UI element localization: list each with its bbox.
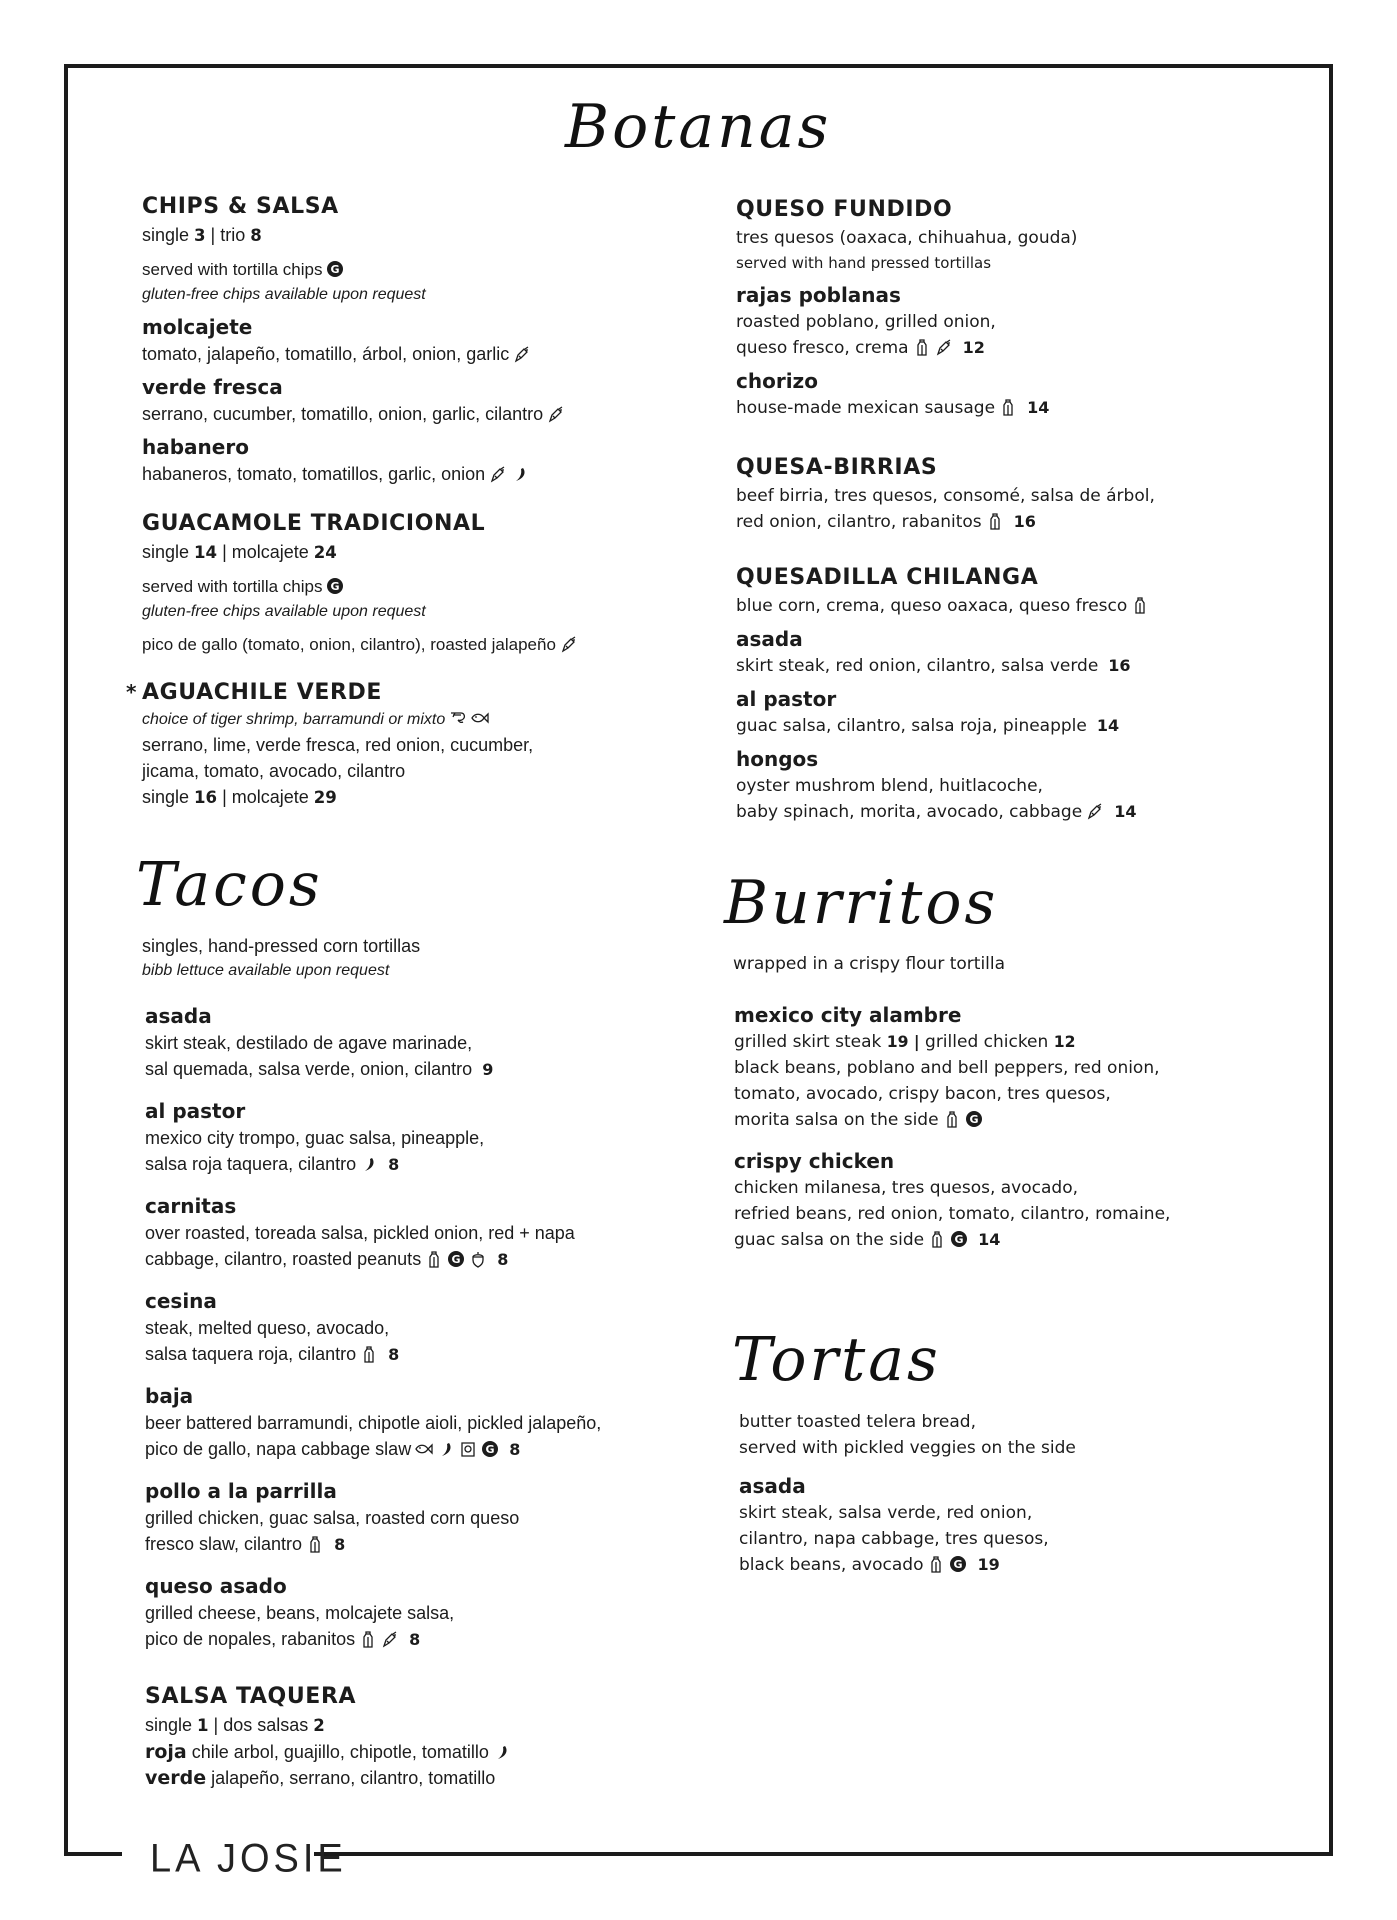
item-description	[142, 758, 702, 784]
item-description	[734, 1055, 1274, 1081]
fish-icon	[471, 709, 489, 727]
item-description	[145, 1600, 705, 1626]
line-text: SALSA TAQUERA	[145, 1684, 357, 1709]
menu-item	[145, 1382, 705, 1463]
item-description	[734, 1227, 1274, 1253]
line-text: al pastor	[736, 687, 837, 711]
quesadilla-chilanga-section	[736, 563, 1276, 825]
line-text: | dos salsas	[208, 1715, 314, 1735]
line-text: beer battered barramundi, chipotle aioli, pickled jalapeño,	[145, 1413, 602, 1433]
line-text: chicken milanesa, tres quesos, avocado,	[734, 1178, 1078, 1198]
item-description	[145, 1220, 705, 1246]
item-name: asada	[145, 1004, 212, 1028]
item-description	[142, 341, 702, 367]
menu-item	[145, 1097, 705, 1178]
item-name	[142, 373, 702, 401]
item-description	[736, 593, 1276, 619]
vegetarian-icon	[547, 405, 565, 423]
line-text: served with tortilla chips	[142, 577, 323, 596]
asterisk-marker: *	[126, 680, 137, 704]
line-text: skirt steak, red onion, cilantro, salsa verde	[736, 656, 1099, 676]
shrimp-icon	[449, 709, 467, 727]
line-text: molcajete	[142, 315, 253, 339]
line-text: guac salsa, cilantro, salsa roja, pineapple	[736, 716, 1087, 736]
line-text: singles, hand-pressed corn tortillas	[142, 936, 421, 956]
line-text: baby spinach, morita, avocado, cabbage	[736, 802, 1083, 822]
item-description	[145, 1739, 705, 1765]
svg-text:G: G	[485, 1443, 495, 1456]
line-text: fresco slaw, cilantro	[145, 1534, 303, 1554]
item-price: 8	[409, 1630, 421, 1649]
line-text: house-made mexican sausage	[736, 398, 996, 418]
item-name	[736, 281, 1276, 309]
burritos-intro	[733, 951, 1273, 977]
price-value: 24	[313, 543, 337, 562]
line-text: sal quemada, salsa verde, onion, cilantro	[145, 1059, 473, 1079]
note-text	[142, 574, 702, 600]
item-description	[145, 1436, 705, 1463]
item-price: 14	[1114, 802, 1137, 821]
item-description	[736, 225, 1276, 251]
item-description	[142, 401, 702, 427]
svg-text:G: G	[969, 1113, 979, 1126]
item-description	[734, 1175, 1274, 1201]
item-name	[736, 625, 1276, 653]
line-text: cabbage, cilantro, roasted peanuts	[145, 1249, 422, 1269]
item-name: mexico city alambre	[734, 1003, 962, 1027]
line-text: queso fresco, crema	[736, 338, 909, 358]
item-description	[145, 1125, 705, 1151]
svg-text:G: G	[954, 1233, 964, 1246]
section-heading	[736, 195, 1276, 225]
menu-item	[145, 1477, 705, 1558]
item-name: asada	[739, 1474, 806, 1498]
item-name	[142, 313, 702, 341]
menu-item	[739, 1472, 1279, 1578]
item-description	[736, 483, 1276, 509]
line-text: salsa roja taquera, cilantro	[145, 1154, 357, 1174]
svg-text:G: G	[330, 263, 340, 276]
svg-text:G: G	[330, 580, 340, 593]
item-description	[145, 1315, 705, 1341]
gluten-free-icon	[326, 577, 344, 595]
price-value: 12	[1053, 1032, 1076, 1051]
salsa-name: verde	[145, 1767, 207, 1789]
price-value: 3	[194, 226, 206, 245]
item-name: cesina	[145, 1289, 217, 1313]
price-value: 2	[313, 1716, 325, 1735]
dairy-icon	[306, 1535, 324, 1553]
vegetarian-icon	[935, 338, 953, 356]
item-description	[739, 1409, 1279, 1435]
fish-icon	[415, 1440, 433, 1458]
italic-note	[142, 708, 702, 732]
dairy-icon	[1131, 596, 1149, 614]
item-description	[142, 461, 702, 487]
line-text: | molcajete	[217, 787, 314, 807]
menu-item	[145, 1002, 705, 1083]
vegetarian-icon	[560, 635, 578, 653]
vegetarian-icon	[489, 465, 507, 483]
item-description	[736, 713, 1276, 739]
item-name: baja	[145, 1384, 194, 1408]
vegetarian-icon	[513, 345, 531, 363]
item-description	[145, 1246, 705, 1273]
section-heading	[736, 453, 1276, 483]
item-description	[142, 732, 702, 758]
item-description	[734, 1029, 1274, 1055]
line-text: choice of tiger shrimp, barramundi or mixto	[142, 711, 446, 728]
dairy-icon	[928, 1230, 946, 1248]
spicy-icon	[437, 1440, 455, 1458]
section-title-tacos: Tacos	[136, 850, 323, 920]
line-text: tomato, avocado, crispy bacon, tres quesos,	[734, 1084, 1111, 1104]
line-text: cilantro, napa cabbage, tres quesos,	[739, 1529, 1049, 1549]
line-text: | trio	[205, 225, 251, 245]
line-text: serrano, lime, verde fresca, red onion, cucumber,	[142, 735, 534, 755]
line-text: jicama, tomato, avocado, cilantro	[142, 761, 406, 781]
dairy-icon	[927, 1555, 945, 1573]
spicy-icon	[511, 465, 529, 483]
item-description	[736, 653, 1276, 679]
price-value: 1	[197, 1716, 209, 1735]
item-price: 14	[978, 1230, 1001, 1249]
line-text: single	[145, 1715, 198, 1735]
item-name: pollo a la parrilla	[145, 1479, 337, 1503]
item-description	[145, 1505, 705, 1531]
small-note	[736, 251, 1276, 275]
item-description	[145, 1531, 705, 1558]
item-description	[145, 1712, 705, 1739]
chips-and-salsa-section	[142, 192, 702, 487]
line-text: grilled chicken	[919, 1032, 1054, 1052]
dairy-icon	[913, 338, 931, 356]
line-text: blue corn, crema, queso oaxaca, queso fresco	[736, 596, 1128, 616]
line-text: QUESA-BIRRIAS	[736, 455, 938, 480]
line-text: grilled cheese, beans, molcajete salsa,	[145, 1603, 455, 1623]
item-name: crispy chicken	[734, 1149, 895, 1173]
item-price: 8	[509, 1440, 521, 1459]
section-heading	[145, 1682, 705, 1712]
item-name: carnitas	[145, 1194, 237, 1218]
line-text: chile arbol, guajillo, chipotle, tomatillo	[186, 1742, 489, 1762]
dairy-icon	[943, 1110, 961, 1128]
line-text: mexico city trompo, guac salsa, pineapple,	[145, 1128, 485, 1148]
restaurant-logo: LA JOSIE	[150, 1836, 347, 1882]
section-heading	[736, 563, 1276, 593]
svg-text:G: G	[953, 1558, 963, 1571]
line-text: jalapeño, serrano, cilantro, tomatillo	[206, 1768, 496, 1788]
dairy-icon	[986, 512, 1004, 530]
line-text: pico de nopales, rabanitos	[145, 1629, 356, 1649]
tacos-intro	[142, 933, 702, 983]
item-description	[142, 784, 702, 811]
item-description	[142, 539, 702, 566]
price-value: 16	[194, 788, 218, 807]
egg-icon	[459, 1440, 477, 1458]
line-text: QUESO FUNDIDO	[736, 197, 953, 222]
line-text: hongos	[736, 747, 819, 771]
item-description	[733, 951, 1273, 977]
item-description	[145, 1341, 705, 1368]
item-price: 8	[388, 1345, 400, 1364]
line-text: skirt steak, salsa verde, red onion,	[739, 1503, 1033, 1523]
item-description	[145, 1030, 705, 1056]
menu-item	[145, 1572, 705, 1653]
line-text: QUESADILLA CHILANGA	[736, 565, 1039, 590]
tortas-items	[739, 1472, 1279, 1578]
menu-item	[145, 1287, 705, 1368]
section-title-tortas: Tortas	[732, 1325, 941, 1395]
section-heading	[142, 678, 702, 708]
line-text: habanero	[142, 435, 249, 459]
line-text: chorizo	[736, 369, 818, 393]
item-description	[734, 1081, 1274, 1107]
price-value: 8	[250, 226, 262, 245]
line-text: served with pickled veggies on the side	[739, 1438, 1076, 1458]
line-text: morita salsa on the side	[734, 1110, 939, 1130]
item-description	[736, 335, 1276, 361]
line-text: beef birria, tres quesos, consomé, salsa de árbol,	[736, 486, 1155, 506]
italic-note	[142, 283, 702, 307]
gluten-free-icon	[965, 1110, 983, 1128]
line-text: GUACAMOLE TRADICIONAL	[142, 511, 486, 536]
line-text: pico de gallo (tomato, onion, cilantro), roasted jalapeño	[142, 635, 556, 654]
vegetarian-icon	[1086, 802, 1104, 820]
line-text: pico de gallo, napa cabbage slaw	[145, 1439, 412, 1459]
line-text: tres quesos (oaxaca, chihuahua, gouda)	[736, 228, 1078, 248]
line-text: bibb lettuce available upon request	[142, 962, 390, 979]
item-description	[739, 1526, 1279, 1552]
line-text: | molcajete	[217, 542, 314, 562]
item-description	[739, 1552, 1279, 1578]
tacos-items	[145, 1002, 705, 1653]
note-text	[142, 632, 702, 658]
line-text: single	[142, 542, 195, 562]
price-value: 29	[313, 788, 337, 807]
item-price: 14	[1027, 398, 1050, 417]
line-text: gluten-free chips available upon request	[142, 603, 426, 620]
svg-text:G: G	[451, 1253, 461, 1266]
line-text: grilled chicken, guac salsa, roasted corn queso	[145, 1508, 520, 1528]
section-heading	[142, 509, 702, 539]
item-description	[736, 799, 1276, 825]
aguachile-section	[126, 678, 702, 811]
line-text: single	[142, 225, 195, 245]
queso-fundido-section	[736, 195, 1276, 421]
line-text: salsa taquera roja, cilantro	[145, 1344, 357, 1364]
item-description	[736, 509, 1276, 535]
line-text: asada	[736, 627, 803, 651]
note-text	[142, 257, 702, 283]
line-text: wrapped in a crispy flour tortilla	[733, 954, 1006, 974]
salsa-name: roja	[145, 1741, 187, 1763]
item-price: 19	[977, 1555, 1000, 1574]
line-text: butter toasted telera bread,	[739, 1412, 977, 1432]
item-description	[145, 1626, 705, 1653]
guacamole-section	[142, 509, 702, 658]
item-price: 8	[388, 1155, 400, 1174]
line-text: roasted poblano, grilled onion,	[736, 312, 996, 332]
item-price: 9	[482, 1060, 494, 1079]
gluten-free-icon	[950, 1230, 968, 1248]
gluten-free-icon	[949, 1555, 967, 1573]
item-description	[736, 309, 1276, 335]
item-description	[142, 222, 702, 249]
menu-item	[734, 1001, 1274, 1133]
item-price: 8	[334, 1535, 346, 1554]
line-text: guac salsa on the side	[734, 1230, 925, 1250]
section-title-botanas: Botanas	[565, 92, 832, 162]
line-text: gluten-free chips available upon request	[142, 286, 426, 303]
line-text: black beans, poblano and bell peppers, red onion,	[734, 1058, 1160, 1078]
item-description	[736, 773, 1276, 799]
dairy-icon	[359, 1630, 377, 1648]
gluten-free-icon	[481, 1440, 499, 1458]
line-text: grilled skirt steak	[734, 1032, 887, 1052]
menu-item	[145, 1192, 705, 1273]
item-name: queso asado	[145, 1574, 287, 1598]
item-price: 12	[962, 338, 985, 357]
item-name	[736, 745, 1276, 773]
vegetarian-icon	[381, 1630, 399, 1648]
line-text: black beans, avocado	[739, 1555, 924, 1575]
line-text: oyster mushrom blend, huitlacoche,	[736, 776, 1043, 796]
burritos-items	[734, 1001, 1274, 1253]
item-name	[736, 367, 1276, 395]
item-description	[734, 1201, 1274, 1227]
item-description	[736, 395, 1276, 421]
line-text: served with hand pressed tortillas	[736, 254, 992, 272]
dairy-icon	[360, 1345, 378, 1363]
item-description	[145, 1151, 705, 1178]
menu-item	[734, 1147, 1274, 1253]
dairy-icon	[425, 1250, 443, 1268]
spicy-icon	[360, 1155, 378, 1173]
section-title-burritos: Burritos	[724, 868, 999, 938]
line-text: single	[142, 787, 195, 807]
gluten-free-icon	[326, 260, 344, 278]
item-price: 16	[1108, 656, 1131, 675]
line-text: habaneros, tomato, tomatillos, garlic, onion	[142, 464, 486, 484]
item-price: 14	[1096, 716, 1120, 735]
line-text: AGUACHILE VERDE	[142, 680, 383, 705]
quesa-birrias-section	[736, 453, 1276, 535]
line-text: red onion, cilantro, rabanitos	[736, 512, 982, 532]
salsa-taquera-section	[145, 1682, 705, 1791]
item-name: al pastor	[145, 1099, 246, 1123]
nut-icon	[469, 1250, 487, 1268]
section-heading	[142, 192, 702, 222]
item-name	[142, 433, 702, 461]
spicy-icon	[493, 1743, 511, 1761]
item-description	[734, 1107, 1274, 1133]
item-description	[145, 1765, 705, 1791]
italic-note	[142, 959, 702, 983]
item-description	[739, 1435, 1279, 1461]
dairy-icon	[999, 398, 1017, 416]
line-text: verde fresca	[142, 375, 283, 399]
price-value: 19 |	[886, 1032, 920, 1051]
item-price: 8	[497, 1250, 509, 1269]
item-description	[739, 1500, 1279, 1526]
line-text: refried beans, red onion, tomato, cilantro, romaine,	[734, 1204, 1171, 1224]
italic-note	[142, 600, 702, 624]
line-text: serrano, cucumber, tomatillo, onion, garlic, cilantro	[142, 404, 544, 424]
line-text: served with tortilla chips	[142, 260, 323, 279]
line-text: rajas poblanas	[736, 283, 901, 307]
line-text: steak, melted queso, avocado,	[145, 1318, 390, 1338]
line-text: over roasted, toreada salsa, pickled onion, red + napa	[145, 1223, 575, 1243]
item-description	[145, 1410, 705, 1436]
price-value: 14	[194, 543, 218, 562]
item-description	[145, 1056, 705, 1083]
item-price: 16	[1013, 512, 1036, 531]
item-name	[736, 685, 1276, 713]
tortas-intro	[739, 1409, 1279, 1461]
line-text: CHIPS & SALSA	[142, 194, 339, 219]
gluten-free-icon	[447, 1250, 465, 1268]
line-text: tomato, jalapeño, tomatillo, árbol, onion, garlic	[142, 344, 510, 364]
line-text: skirt steak, destilado de agave marinade,	[145, 1033, 473, 1053]
item-description	[142, 933, 702, 959]
